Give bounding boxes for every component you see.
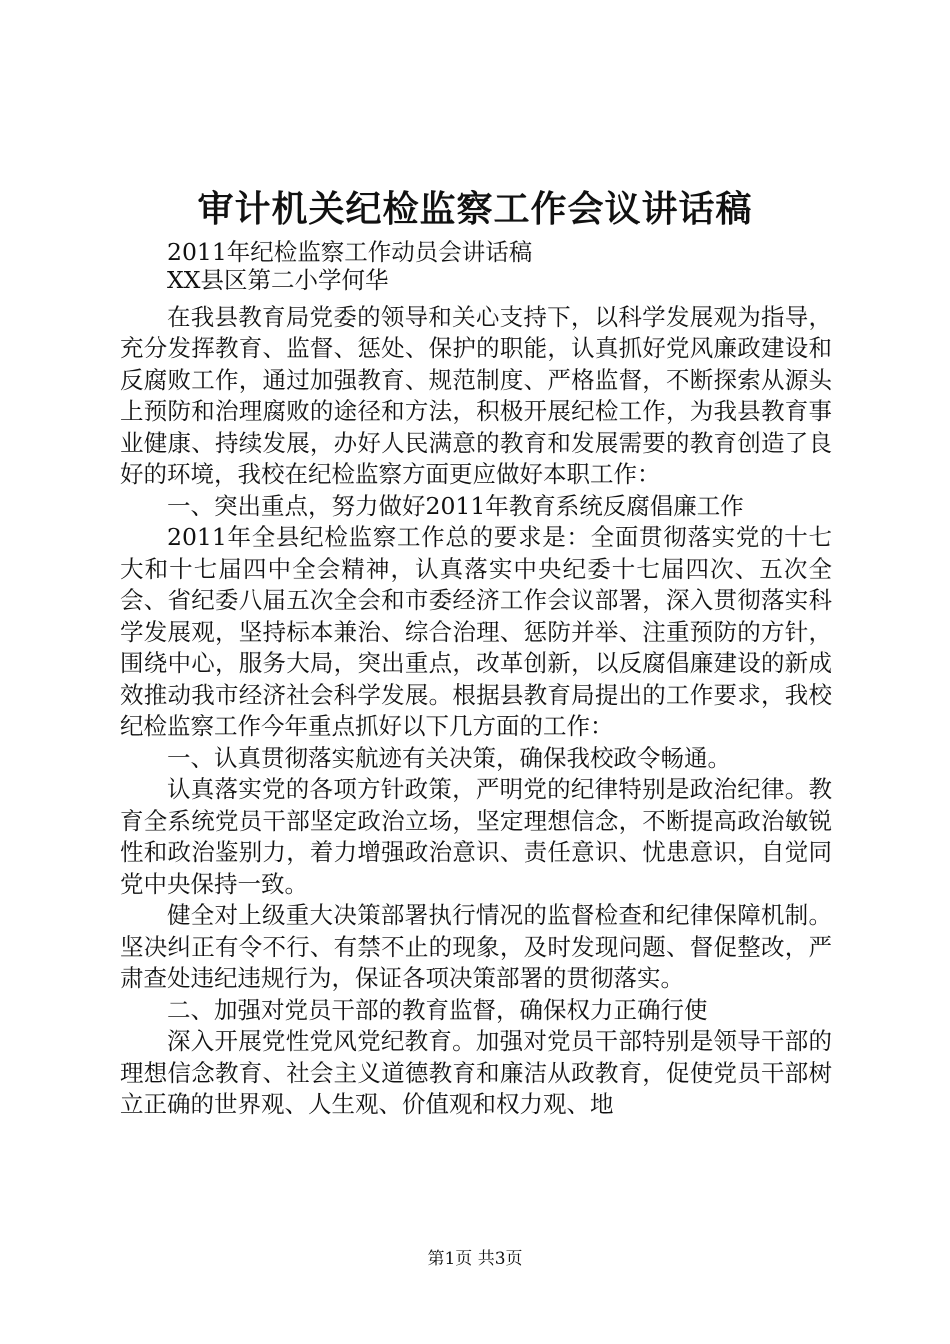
section-heading-2: 二、加强对党员干部的教育监督，确保权力正确行使 — [167, 995, 708, 1024]
paragraph-author: XX县区第二小学何华 — [167, 266, 389, 295]
paragraph-supervision: 健全对上级重大决策部署执行情况的监督检查和纪律保障机制。坚决纠正有令不行、有禁不止的现象，及时发现问题、督促整改，严肃查处违纪违规行为，保证各项决策部署的贯彻落实。 — [120, 901, 832, 993]
paragraph-education: 深入开展党性党风党纪教育。加强对党员干部特别是领导干部的理想信念教育、社会主义道德教育和廉洁从政教育，促使党员干部树立正确的世界观、人生观、价值观和权力观、地 — [120, 1027, 832, 1119]
document-title: 审计机关纪检监察工作会议讲话稿 — [197, 188, 753, 230]
page-number-footer: 第1页 共3页 — [427, 1249, 523, 1269]
section-heading-1: 一、突出重点，努力做好2011年教育系统反腐倡廉工作 — [167, 491, 744, 520]
document-body — [120, 210, 832, 1121]
paragraph-requirements: 2011年全县纪检监察工作总的要求是：全面贯彻落实党的十七大和十七届四中全会精神，认真落实中央纪委十七届四次、五次全会、省纪委八届五次全会和市委经济工作会议部署，深入贯彻落实科学发展观，坚持标本兼治、综合治理、惩防并举、注重预防的方针，围绕中心，服务大局，突出重点，改革创新，以反腐倡廉建设的新成效推动我市经济社会科学发展。根据县教育局提出的工作要求，我校纪检监察工作今年重点抓好以下几方面的工作： — [120, 523, 832, 741]
paragraph-intro: 在我县教育局党委的领导和关心支持下，以科学发展观为指导，充分发挥教育、监督、惩处、保护的职能，认真抓好党风廉政建设和反腐败工作，通过加强教育、规范制度、严格监督，不断探索从源头上预防和治理腐败的途径和方法，积极开展纪检工作，为我县教育事业健康、持续发展，办好人民满意的教育和发展需要的教育创造了良好的环境，我校在纪检监察方面更应做好本职工作： — [120, 302, 832, 489]
subsection-heading-1: 一、认真贯彻落实航迹有关决策，确保我校政令畅通。 — [167, 743, 731, 772]
paragraph-subtitle: 2011年纪检监察工作动员会讲话稿 — [167, 238, 533, 266]
paragraph-policy: 认真落实党的各项方针政策，严明党的纪律特别是政治纪律。教育全系统党员干部坚定政治立场，坚定理想信念，不断提高政治敏锐性和政治鉴别力，着力增强政治意识、责任意识、忧患意识，自觉同党中央保持一致。 — [120, 775, 832, 898]
